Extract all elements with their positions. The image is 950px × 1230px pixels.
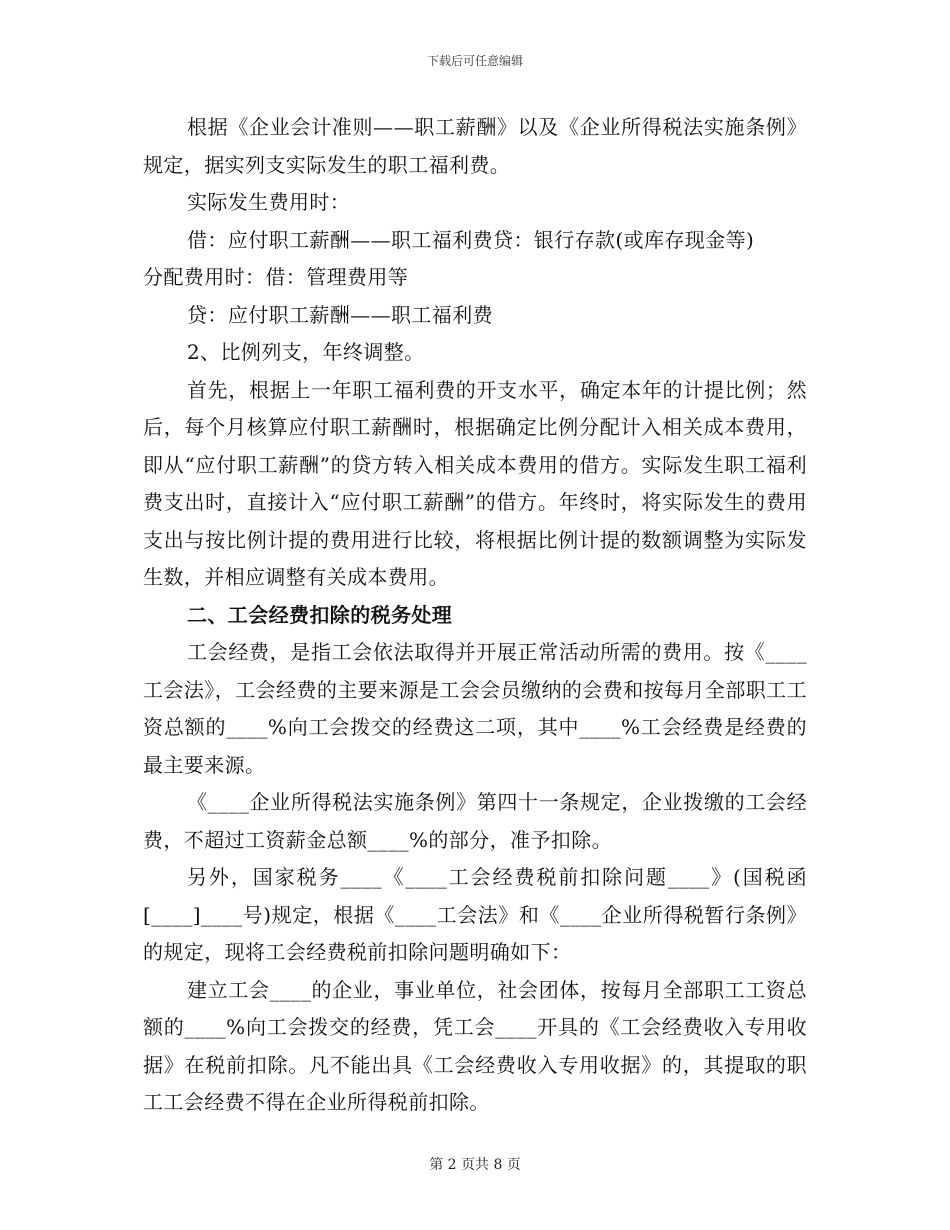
paragraph: 另外，国家税务____《____工会经费税前扣除问题____》(国税函[____]____号)规定，根据《____工会法》和《____企业所得税暂行条例》的规定，现将工会经费税前扣除问题明确如下： [143,865,807,964]
paragraph: 分配费用时：借：管理费用等 [143,265,409,289]
paragraph: 工会经费，是指工会依法取得并开展正常活动所需的费用。按《____工会法》，工会经费的主要来源是工会会员缴纳的会费和按每月全部职工工资总额的____%向工会拨交的经费这二项，其中____%工会经费是经费的最主要来源。 [143,640,807,777]
paragraph: 《____企业所得税法实施条例》第四十一条规定，企业拨缴的工会经费，不超过工资薪金总额____%的部分，准予扣除。 [143,790,807,852]
page-number: 第 2 页共 8 页 [429,1157,521,1173]
paragraph: 2、比例列支，年终调整。 [187,340,425,364]
paragraph: 建立工会____的企业，事业单位，社会团体，按每月全部职工工资总额的____%向工会拨交的经费，凭工会____开具的《工会经费收入专用收据》在税前扣除。凡不能出具《工会经费收入专用收据》的，其提取的职工工会经费不得在企业所得税前扣除。 [143,977,807,1114]
paragraph: 首先，根据上一年职工福利费的开支水平，确定本年的计提比例；然后，每个月核算应付职工薪酬时，根据确定比例分配计入相关成本费用，即从“应付职工薪酬”的贷方转入相关成本费用的借方。实际发生职工福利费支出时，直接计入“应付职工薪酬”的借方。年终时，将实际发生的费用支出与按比例计提的费用进行比较，将根据比例计提的数额调整为实际发生数，并相应调整有关成本费用。 [143,377,807,589]
page-header-note: 下载后可任意编辑 [426,54,523,68]
paragraph: 根据《企业会计准则——职工薪酬》以及《企业所得税法实施条例》规定，据实列支实际发生的职工福利费。 [143,115,807,177]
paragraph: 借：应付职工薪酬——职工福利费贷：银行存款(或库存现金等) [187,227,755,252]
paragraph: 实际发生费用时： [187,190,351,214]
section-heading: 二、工会经费扣除的税务处理 [187,602,453,627]
document-body [143,109,807,1122]
paragraph: 贷：应付职工薪酬——职工福利费 [187,302,493,327]
